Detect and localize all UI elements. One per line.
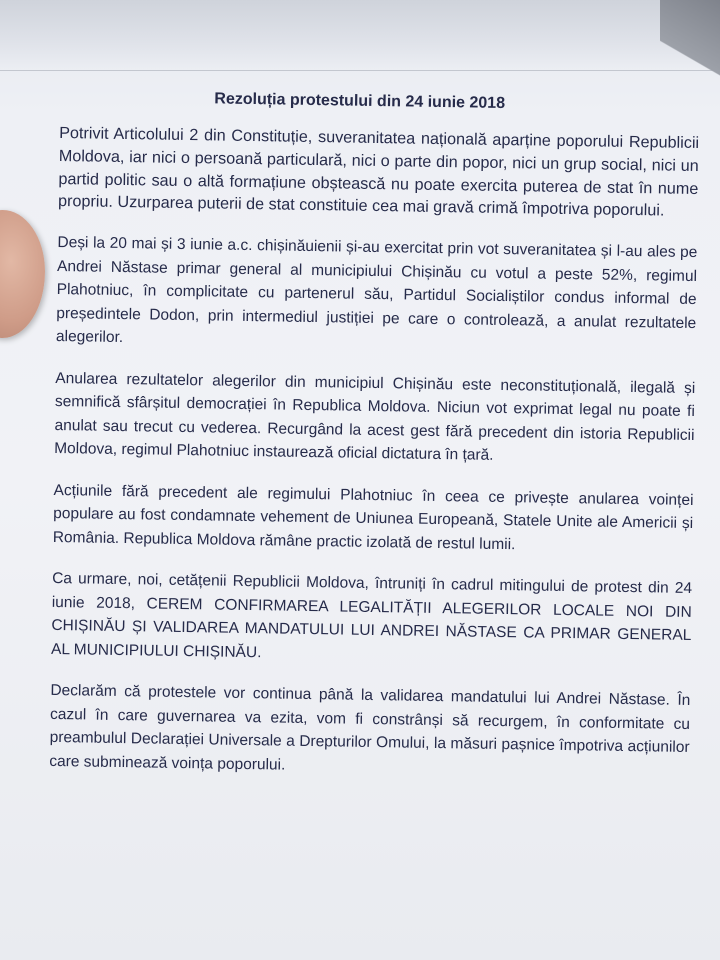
paragraph-annulment: Anularea rezultatelor alegerilor din municipiul Chișinău este neconstituțională, ilegală și semnifică sfârșitul democrației în Republica Moldova. Niciun vot exprimat legal nu poate fi anulat sau trecut cu vederea. Recurgând la acest gest fără precedent din istoria Republicii Moldova, regimul Plahotniuc instaurează oficial dictatura în țară. bbox=[54, 369, 696, 465]
paper-fold bbox=[0, 0, 720, 71]
paragraph-declaration: Declarăm că protestele vor continua până la validarea mandatului lui Andrei Năstase. În cazul în care guvernarea va ezita, vom fi constrânși să recurgem, în conformitate cu preambulul Declarației Universale a Drepturilor Omului, la măsuri pașnice împotriva acțiunilor care subminează voința poporului. bbox=[49, 682, 691, 774]
paragraph-demands: Ca urmare, noi, cetățenii Republicii Moldova, întruniți în cadrul mitingului de protest din 24 iunie 2018, CEREM CONFIRMAREA LEGALITĂȚII ALEGERILOR LOCALE NOI DIN CHIȘINĂU ȘI VALIDAREA MANDATULUI LUI ANDREI NĂSTASE CA PRIMAR GENERAL AL MUNICIPIULUI CHIȘINĂU. bbox=[50, 570, 693, 661]
paragraph-international-reaction: Acțiunile fără precedent ale regimului Plahotniuc în ceea ce privește anularea voinței populare au fost condamnate vehement de Uniunea Europeană, Statele Unite ale Americii și România. Republica Moldova rămâne practic izolată de restul lumii. bbox=[52, 481, 694, 553]
paragraph-constitution: Potrivit Articolului 2 din Constituție, suveranitatea națională aparține poporului Republicii Moldova, iar nici o persoană particulară, nici o parte din popor, nici un grup social, nici un partid politic sau o altă formațiune obștească nu poate exercita puterea de stat în nume propriu. Uzurparea puterii de stat constituie cea mai gravă crimă împotriva poporului. bbox=[57, 123, 700, 220]
paper-corner-shadow bbox=[660, 0, 720, 90]
resolution-document bbox=[49, 80, 700, 801]
document-title: Rezoluția protestului din 24 iunie 2018 bbox=[214, 90, 506, 112]
paragraph-elections: Deși la 20 mai și 3 iunie a.c. chișinăuienii și-au exercitat prin vot suveranitatea și l-au ales pe Andrei Năstase primar general al municipiului Chișinău cu votul a peste 52%, regimul Plahotniuc, în complicitate cu partenerul său, Partidul Socialiștilor condus informal de președintele Dodon, prin intermediul justiției pe care o controlează, a anulat rezultatele alegerilor. bbox=[55, 234, 698, 347]
